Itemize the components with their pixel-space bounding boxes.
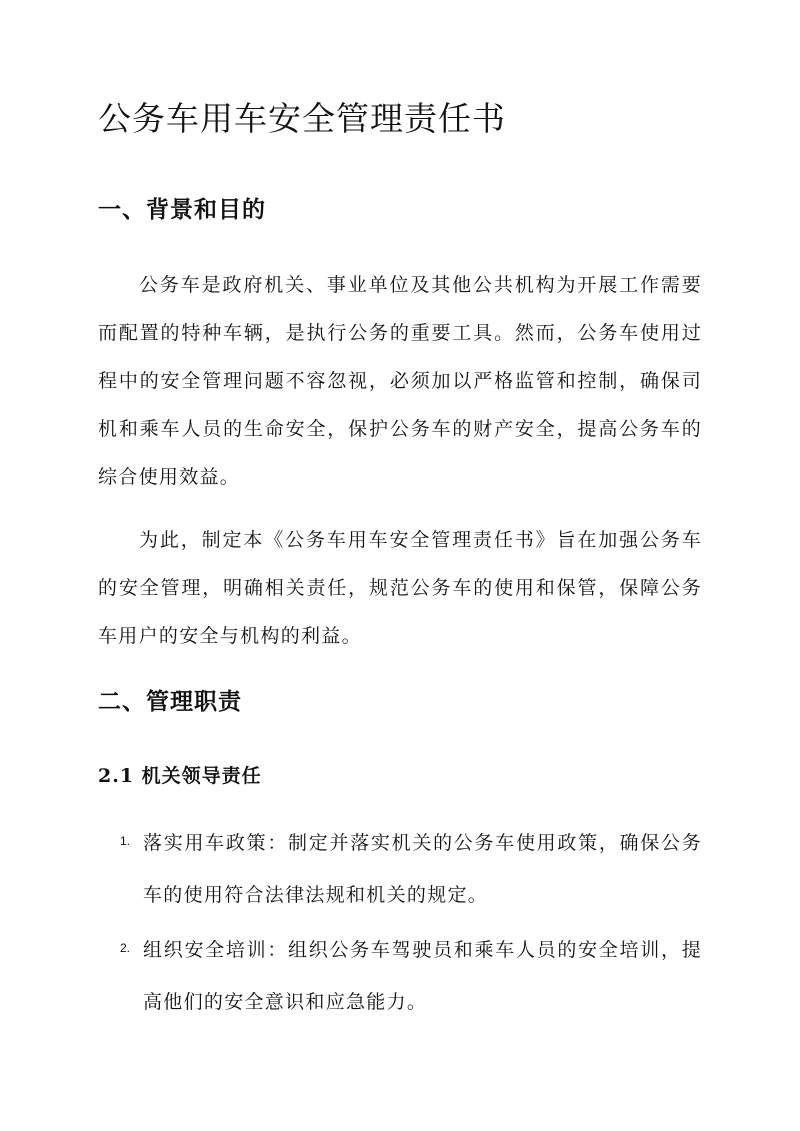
paragraph-background: 公务车是政府机关、事业单位及其他公共机构为开展工作需要而配置的特种车辆，是执行公务的重要工具。然而，公务车使用过程中的安全管理问题不容忽视，必须加以严格监管和控制，确保司机和乘车人员的生命安全，保护公务车的财产安全，提高公务车的综合使用效益。	[98, 274, 702, 488]
section-heading-duties: 二、管理职责	[98, 688, 242, 715]
subsection-heading-leadership: 2.1 机关领导责任	[98, 765, 262, 787]
list-item-text: 组织安全培训：组织公务车驾驶员和乘车人员的安全培训，提高他们的安全意识和应急能力。	[143, 939, 702, 1013]
paragraph-purpose: 为此，制定本《公务车用车安全管理责任书》旨在加强公务车的安全管理，明确相关责任，规范公务车的使用和保管，保障公务车用户的安全与机构的利益。	[98, 529, 702, 647]
list-item-number: 2.	[120, 941, 131, 955]
list-item-text: 落实用车政策：制定并落实机关的公务车使用政策，确保公务车的使用符合法律法规和机关的规定。	[143, 832, 702, 906]
list-item	[120, 817, 702, 921]
section-heading-background: 一、背景和目的	[98, 196, 266, 223]
list-item	[120, 924, 702, 1028]
list-item-number: 1.	[120, 834, 131, 848]
document-title: 公务车用车安全管理责任书	[98, 99, 506, 138]
